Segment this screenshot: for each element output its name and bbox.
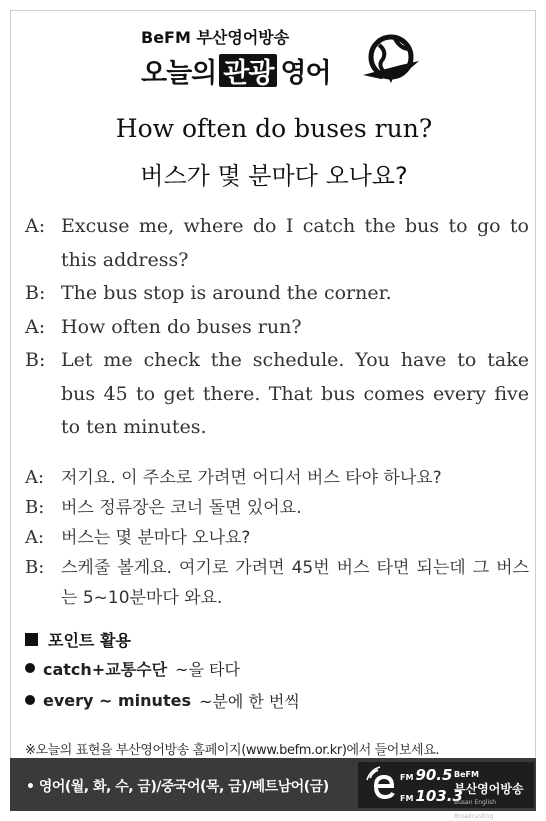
tourism-english-card	[10, 10, 536, 811]
point-item	[25, 652, 525, 684]
speaker-label: B:	[25, 282, 46, 304]
point-expression: catch+교통수단	[43, 659, 168, 679]
dialogue-text: Let me check the schedule. You have to take bus 45 to get there. That bus comes every five to ten minutes.	[61, 349, 529, 438]
dialogue-text: The bus stop is around the corner.	[61, 282, 392, 304]
point-meaning: ~분에 한 번씩	[198, 691, 300, 711]
dialogue-text: How often do buses run?	[61, 315, 302, 338]
dialogue-line	[25, 344, 529, 445]
dialogue-line	[25, 210, 529, 277]
bullet-icon	[25, 695, 35, 705]
brand-label: BeFM 부산영어방송	[141, 28, 290, 47]
dialogue-line	[25, 277, 529, 311]
speaker-label: B:	[25, 349, 46, 371]
broadcast-schedule: • 영어(월, 화, 수, 금)/중국어(목, 금)/베트남어(금)	[26, 779, 329, 795]
title-part1: 오늘의	[141, 57, 217, 89]
dialogue-line	[25, 553, 529, 613]
station-name-block	[454, 768, 534, 821]
globe-airplane-icon	[361, 31, 423, 89]
dialogue-text: 저기요. 이 주소로 가려면 어디서 버스 타야 하나요?	[61, 468, 442, 488]
dialogue-text: Excuse me, where do I catch the bus to go to this address?	[61, 215, 529, 271]
befm-e-logo-icon	[366, 766, 400, 802]
bullet-icon	[25, 663, 35, 673]
key-points	[25, 626, 525, 716]
station-subtitle: Busan English Broadcasting	[454, 799, 497, 820]
speaker-label: A:	[25, 215, 46, 237]
point-expression: every ~ minutes	[43, 690, 191, 710]
fm-label: FM	[400, 794, 414, 803]
speaker-label: B:	[25, 497, 45, 518]
station-small: BeFM	[454, 770, 479, 779]
speaker-label: B:	[25, 557, 45, 578]
point-meaning: ~을 타다	[175, 659, 240, 679]
speaker-label: A:	[25, 315, 46, 338]
title-boxed: 관광	[219, 54, 277, 87]
points-heading-text: 포인트 활용	[48, 630, 131, 650]
headline-english: How often do buses run?	[115, 114, 433, 143]
point-item	[25, 684, 525, 716]
dialogue-text: 스케줄 볼게요. 여기로 가려면 45번 버스 타면 되는데 그 버스는 5~10분마다 와요.	[61, 558, 529, 608]
dialogue-line	[25, 463, 529, 493]
website-note: ※오늘의 표현을 부산영어방송 홈페이지(www.befm.or.kr)에서 들어보세요.	[25, 743, 440, 758]
points-heading	[25, 626, 525, 652]
dialogue-line	[25, 523, 529, 553]
dialogue-korean	[25, 463, 529, 613]
title-part2: 영어	[280, 57, 331, 89]
headline-korean: 버스가 몇 분마다 오나요?	[140, 162, 408, 190]
fm-frequency: 103.3	[415, 787, 463, 805]
fm-label: FM	[400, 773, 414, 782]
square-bullet-icon	[25, 633, 38, 646]
station-logo	[358, 762, 534, 820]
station-name: 부산영어방송	[454, 782, 524, 796]
series-title	[141, 51, 331, 89]
speaker-label: A:	[25, 527, 45, 548]
dialogue-line	[25, 493, 529, 523]
fm-frequency: 90.5	[415, 766, 453, 784]
dialogue-text: 버스는 몇 분마다 오나요?	[61, 528, 251, 548]
dialogue-english	[25, 210, 529, 445]
dialogue-line	[25, 311, 529, 345]
speaker-label: A:	[25, 467, 45, 488]
dialogue-text: 버스 정류장은 코너 돌면 있어요.	[61, 498, 302, 518]
footer-bar	[10, 758, 536, 820]
